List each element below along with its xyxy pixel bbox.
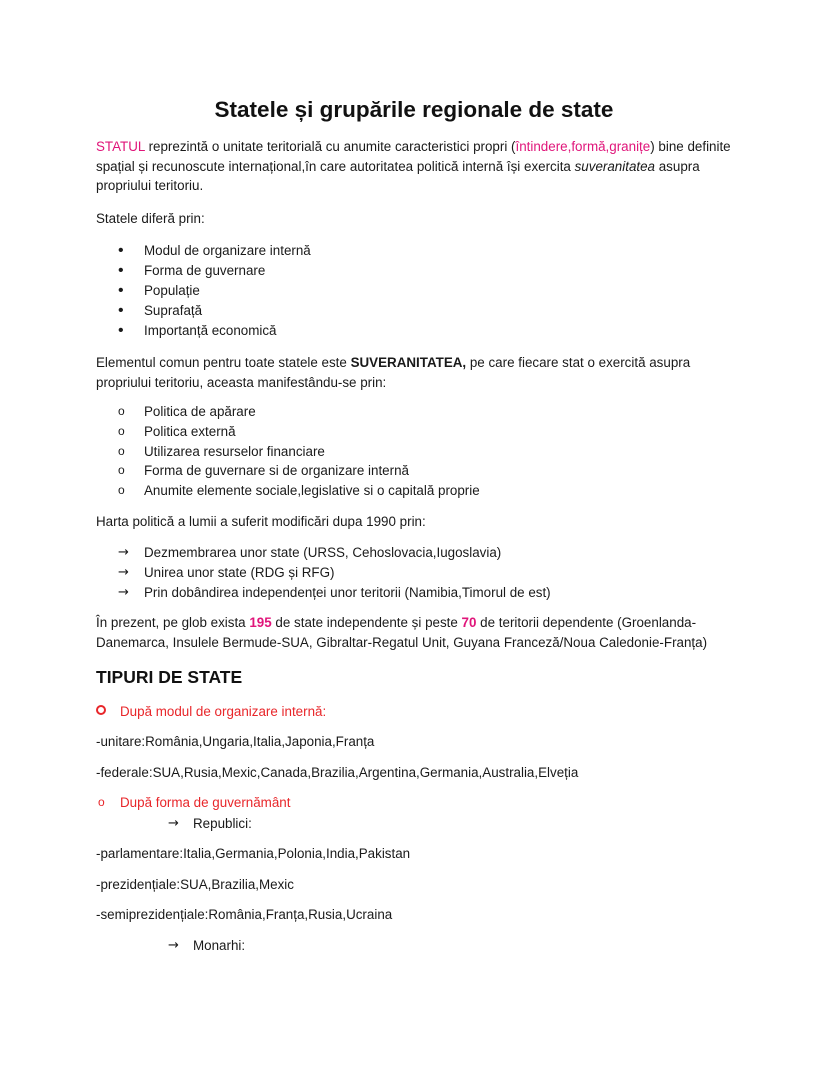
list-item-text: Unirea unor state (RDG și RFG) bbox=[144, 565, 335, 580]
list-item-text: Forma de guvernare si de organizare internă bbox=[144, 463, 409, 478]
circle-bullet-icon bbox=[96, 705, 106, 715]
list-item-text: Politica externă bbox=[144, 424, 236, 439]
semipresidential-republics: -semiprezidențiale:România,Franța,Rusia,Ucraina bbox=[96, 907, 393, 922]
sovereignty-bold: SUVERANITATEA, bbox=[350, 355, 467, 370]
circle-bullet-icon: o bbox=[118, 424, 125, 438]
present-text-1: În prezent, pe glob exista bbox=[96, 615, 250, 630]
section-heading-types: TIPURI DE STATE bbox=[96, 667, 243, 687]
circle-bullet-icon: o bbox=[118, 463, 125, 477]
list-item-text: Utilizarea resurselor financiare bbox=[144, 444, 325, 459]
gov-heading-text: După forma de guvernământ bbox=[120, 795, 291, 810]
differ-heading: Statele diferă prin: bbox=[96, 211, 205, 226]
arrow-right-icon: → bbox=[168, 938, 179, 953]
list-item-text: Modul de organizare internă bbox=[144, 243, 311, 258]
bullet-icon: • bbox=[118, 242, 124, 259]
intro-text-3: asupra propriului teritoriu. bbox=[96, 158, 700, 193]
present-text-2: de state independente și peste bbox=[271, 615, 462, 630]
arrow-right-icon: → bbox=[168, 816, 179, 831]
list-item-text: Politica de apărare bbox=[144, 404, 256, 419]
circle-bullet-icon: o bbox=[98, 795, 105, 809]
list-item-text: Populație bbox=[144, 283, 200, 298]
bullet-icon: • bbox=[118, 282, 124, 299]
sovereignty-text-1: Elementul comun pentru toate statele este bbox=[96, 355, 351, 370]
arrow-right-icon: → bbox=[118, 565, 129, 580]
republics-label: Republici: bbox=[193, 816, 252, 831]
federal-states: -federale:SUA,Rusia,Mexic,Canada,Brazilia,Argentina,Germania,Australia,Elveția bbox=[96, 765, 579, 780]
statul-term: STATUL bbox=[96, 139, 145, 154]
org-heading-text: După modul de organizare internă: bbox=[120, 704, 327, 719]
present-text-3: de teritorii dependente (Groenlanda-Danemarca, Insulele Bermude-SUA, Gibraltar-Regatul Unit, Guyana Franceză/Noua Caledonie-Franța) bbox=[96, 615, 708, 650]
monarchies-label: Monarhi: bbox=[193, 938, 246, 953]
presidential-republics: -prezidențiale:SUA,Brazilia,Mexic bbox=[96, 877, 294, 892]
bullet-icon: • bbox=[118, 262, 124, 279]
list-item-text: Dezmembrarea unor state (URSS, Cehoslovacia,Iugoslavia) bbox=[144, 545, 502, 560]
count-dependent: 70 bbox=[461, 615, 477, 630]
list-item-text: Anumite elemente sociale,legislative si o capitală proprie bbox=[144, 483, 480, 498]
sovereignty-paragraph bbox=[96, 353, 736, 392]
present-paragraph bbox=[96, 613, 726, 652]
intro-text-1: reprezintă o unitate teritorială cu anumite caracteristici propri ( bbox=[144, 139, 516, 154]
intro-paragraph bbox=[96, 137, 736, 196]
arrow-right-icon: → bbox=[118, 545, 129, 560]
bullet-icon: • bbox=[118, 302, 124, 319]
unitary-states: -unitare:România,Ungaria,Italia,Japonia,Franța bbox=[96, 734, 375, 749]
page-title: Statele și grupările regionale de state bbox=[214, 97, 614, 122]
circle-bullet-icon: o bbox=[118, 404, 125, 418]
intro-italic: suveranitatea bbox=[574, 158, 656, 174]
list-item-text: Forma de guvernare bbox=[144, 263, 266, 278]
circle-bullet-icon: o bbox=[118, 483, 125, 497]
parliamentary-republics: -parlamentare:Italia,Germania,Polonia,India,Pakistan bbox=[96, 846, 411, 861]
circle-bullet-icon: o bbox=[118, 444, 125, 458]
list-item-text: Prin dobândirea independenței unor teritorii (Namibia,Timorul de est) bbox=[144, 585, 551, 600]
count-independent: 195 bbox=[249, 615, 272, 630]
sovereignty-text-2: pe care fiecare stat o exercită asupra propriului teritoriu, aceasta manifestându-se prin: bbox=[96, 355, 691, 390]
intro-text-2: ) bine definite spațial și recunoscute internațional,în care autoritatea politică internă își exercita bbox=[96, 139, 731, 174]
list-item-text: Importanță economică bbox=[144, 323, 277, 338]
list-item-text: Suprafață bbox=[144, 303, 203, 318]
arrow-right-icon: → bbox=[118, 585, 129, 600]
intro-highlight: întindere,formă,granițe bbox=[515, 139, 651, 154]
map-heading: Harta politică a lumii a suferit modificări dupa 1990 prin: bbox=[96, 514, 426, 529]
bullet-icon: • bbox=[118, 322, 124, 339]
